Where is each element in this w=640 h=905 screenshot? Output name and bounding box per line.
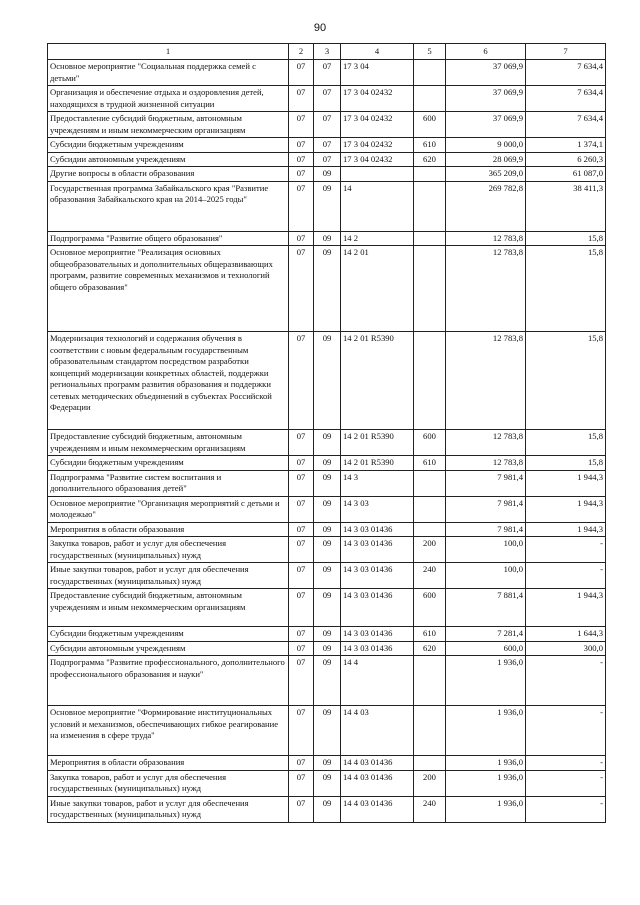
row-name: Подпрограмма "Развитие систем воспитания и дополнительного образования детей" <box>48 470 289 496</box>
row-amount-1: 1 936,0 <box>446 706 526 756</box>
row-section: 07 <box>289 563 314 589</box>
row-amount-1: 1 936,0 <box>446 756 526 771</box>
row-section: 07 <box>289 430 314 456</box>
row-subsection: 09 <box>314 656 341 706</box>
row-expense-type <box>414 706 446 756</box>
row-section: 07 <box>289 537 314 563</box>
row-amount-2: 7 634,4 <box>526 60 606 86</box>
row-amount-1: 7 981,4 <box>446 522 526 537</box>
table-row <box>48 60 606 86</box>
row-amount-2: 61 087,0 <box>526 167 606 182</box>
row-amount-1: 7 881,4 <box>446 589 526 627</box>
row-amount-2: 6 260,3 <box>526 152 606 167</box>
row-name: Субсидии автономным учреждениям <box>48 641 289 656</box>
row-subsection: 07 <box>314 152 341 167</box>
row-expense-type: 610 <box>414 627 446 642</box>
table-row <box>48 522 606 537</box>
row-expense-type <box>414 181 446 231</box>
row-amount-2: 1 944,3 <box>526 496 606 522</box>
row-name: Основное мероприятие "Реализация основных общеобразовательных и дополнительных общеразвивающих программ, развитие современных механизмов и технологий общего образования" <box>48 246 289 332</box>
row-amount-2: - <box>526 656 606 706</box>
row-expense-type: 240 <box>414 563 446 589</box>
row-target-code: 14 3 03 01436 <box>341 522 414 537</box>
row-subsection: 09 <box>314 537 341 563</box>
row-target-code: 14 2 01 R5390 <box>341 456 414 471</box>
header-col-2: 2 <box>289 44 314 60</box>
row-subsection: 07 <box>314 86 341 112</box>
row-section: 07 <box>289 332 314 430</box>
budget-table <box>47 43 606 823</box>
row-amount-1: 12 783,8 <box>446 332 526 430</box>
row-expense-type <box>414 470 446 496</box>
row-subsection: 09 <box>314 332 341 430</box>
header-col-4: 4 <box>341 44 414 60</box>
row-section: 07 <box>289 706 314 756</box>
row-section: 07 <box>289 60 314 86</box>
row-name: Другие вопросы в области образования <box>48 167 289 182</box>
table-row <box>48 537 606 563</box>
table-row <box>48 627 606 642</box>
row-target-code: 14 3 03 01436 <box>341 641 414 656</box>
row-amount-2: 15,8 <box>526 231 606 246</box>
table-row <box>48 656 606 706</box>
row-section: 07 <box>289 456 314 471</box>
row-amount-1: 7 981,4 <box>446 496 526 522</box>
row-section: 07 <box>289 231 314 246</box>
row-section: 07 <box>289 496 314 522</box>
page-number: 90 <box>313 22 327 34</box>
table-row <box>48 770 606 796</box>
table-row <box>48 112 606 138</box>
row-section: 07 <box>289 112 314 138</box>
row-amount-2: 7 634,4 <box>526 86 606 112</box>
row-name: Основное мероприятие "Организация мероприятий с детьми и молодежью" <box>48 496 289 522</box>
row-name: Предоставление субсидий бюджетным, автономным учреждениям и иным некоммерческим организациям <box>48 430 289 456</box>
row-amount-2: 1 374,1 <box>526 138 606 153</box>
row-amount-2: 1 944,3 <box>526 470 606 496</box>
row-section: 07 <box>289 522 314 537</box>
row-amount-1: 37 069,9 <box>446 60 526 86</box>
row-target-code: 14 <box>341 181 414 231</box>
row-name: Подпрограмма "Развитие общего образования" <box>48 231 289 246</box>
row-name: Предоставление субсидий бюджетным, автономным учреждениям и иным некоммерческим организациям <box>48 589 289 627</box>
header-col-1: 1 <box>48 44 289 60</box>
row-section: 07 <box>289 138 314 153</box>
row-amount-2: 7 634,4 <box>526 112 606 138</box>
table-row <box>48 167 606 182</box>
row-amount-2: 1 944,3 <box>526 589 606 627</box>
row-amount-1: 365 209,0 <box>446 167 526 182</box>
row-subsection: 07 <box>314 138 341 153</box>
row-amount-2: - <box>526 537 606 563</box>
row-expense-type: 240 <box>414 796 446 822</box>
table-row <box>48 430 606 456</box>
row-name: Иные закупки товаров, работ и услуг для обеспечения государственных (муниципальных) нужд <box>48 796 289 822</box>
row-amount-1: 1 936,0 <box>446 796 526 822</box>
header-col-5: 5 <box>414 44 446 60</box>
row-subsection: 09 <box>314 522 341 537</box>
row-target-code <box>341 167 414 182</box>
row-target-code: 14 3 03 01436 <box>341 627 414 642</box>
row-expense-type: 600 <box>414 430 446 456</box>
row-amount-2: - <box>526 796 606 822</box>
row-target-code: 14 3 03 01436 <box>341 537 414 563</box>
row-expense-type: 600 <box>414 589 446 627</box>
table-row <box>48 563 606 589</box>
row-subsection: 09 <box>314 627 341 642</box>
row-section: 07 <box>289 167 314 182</box>
row-name: Основное мероприятие "Формирование институциональных условий и механизмов, обеспечивающих гибкое реагирование на изменения в сфере труда" <box>48 706 289 756</box>
table-row <box>48 496 606 522</box>
header-col-3: 3 <box>314 44 341 60</box>
table-body <box>48 60 606 823</box>
table-row <box>48 756 606 771</box>
row-name: Субсидии бюджетным учреждениям <box>48 138 289 153</box>
row-target-code: 14 4 03 01436 <box>341 796 414 822</box>
row-expense-type: 610 <box>414 456 446 471</box>
row-target-code: 14 4 03 01436 <box>341 770 414 796</box>
row-amount-1: 12 783,8 <box>446 430 526 456</box>
row-subsection: 09 <box>314 563 341 589</box>
table-row <box>48 470 606 496</box>
table-row <box>48 246 606 332</box>
row-target-code: 14 4 03 01436 <box>341 756 414 771</box>
row-expense-type: 620 <box>414 152 446 167</box>
row-target-code: 14 3 03 01436 <box>341 589 414 627</box>
row-subsection: 09 <box>314 181 341 231</box>
row-target-code: 14 4 03 <box>341 706 414 756</box>
header-col-6: 6 <box>446 44 526 60</box>
row-subsection: 09 <box>314 641 341 656</box>
table-row <box>48 231 606 246</box>
row-name: Государственная программа Забайкальского края "Развитие образования Забайкальского края на 2014–2025 годы" <box>48 181 289 231</box>
row-amount-2: 1 944,3 <box>526 522 606 537</box>
row-target-code: 14 3 <box>341 470 414 496</box>
row-amount-2: 15,8 <box>526 246 606 332</box>
row-amount-1: 12 783,8 <box>446 246 526 332</box>
row-expense-type <box>414 231 446 246</box>
row-section: 07 <box>289 627 314 642</box>
row-name: Субсидии бюджетным учреждениям <box>48 456 289 471</box>
row-expense-type: 610 <box>414 138 446 153</box>
row-amount-1: 7 281,4 <box>446 627 526 642</box>
row-name: Закупка товаров, работ и услуг для обеспечения государственных (муниципальных) нужд <box>48 770 289 796</box>
table-row <box>48 796 606 822</box>
row-amount-2: 15,8 <box>526 456 606 471</box>
row-target-code: 17 3 04 02432 <box>341 112 414 138</box>
row-amount-1: 7 981,4 <box>446 470 526 496</box>
row-section: 07 <box>289 589 314 627</box>
table-row <box>48 152 606 167</box>
row-subsection: 07 <box>314 112 341 138</box>
row-amount-1: 100,0 <box>446 563 526 589</box>
row-target-code: 14 4 <box>341 656 414 706</box>
header-col-7: 7 <box>526 44 606 60</box>
row-subsection: 09 <box>314 231 341 246</box>
row-expense-type <box>414 246 446 332</box>
row-amount-2: 38 411,3 <box>526 181 606 231</box>
row-section: 07 <box>289 796 314 822</box>
row-amount-1: 9 000,0 <box>446 138 526 153</box>
row-subsection: 09 <box>314 706 341 756</box>
row-target-code: 14 3 03 <box>341 496 414 522</box>
row-target-code: 14 2 01 <box>341 246 414 332</box>
row-subsection: 09 <box>314 756 341 771</box>
row-name: Закупка товаров, работ и услуг для обеспечения государственных (муниципальных) нужд <box>48 537 289 563</box>
row-expense-type <box>414 656 446 706</box>
row-subsection: 09 <box>314 167 341 182</box>
row-section: 07 <box>289 152 314 167</box>
row-amount-1: 28 069,9 <box>446 152 526 167</box>
row-expense-type: 620 <box>414 641 446 656</box>
row-target-code: 17 3 04 <box>341 60 414 86</box>
row-name: Организация и обеспечение отдыха и оздоровления детей, находящихся в трудной жизненной ситуации <box>48 86 289 112</box>
table-row <box>48 456 606 471</box>
table-row <box>48 706 606 756</box>
row-section: 07 <box>289 770 314 796</box>
row-subsection: 09 <box>314 589 341 627</box>
row-expense-type <box>414 167 446 182</box>
row-target-code: 14 2 01 R5390 <box>341 332 414 430</box>
row-amount-1: 269 782,8 <box>446 181 526 231</box>
row-target-code: 17 3 04 02432 <box>341 152 414 167</box>
row-target-code: 17 3 04 02432 <box>341 138 414 153</box>
table-row <box>48 86 606 112</box>
row-target-code: 17 3 04 02432 <box>341 86 414 112</box>
row-section: 07 <box>289 656 314 706</box>
row-section: 07 <box>289 756 314 771</box>
row-subsection: 09 <box>314 796 341 822</box>
table-row <box>48 589 606 627</box>
table-row <box>48 332 606 430</box>
table-row <box>48 181 606 231</box>
row-amount-1: 37 069,9 <box>446 112 526 138</box>
row-amount-2: - <box>526 770 606 796</box>
row-amount-2: 15,8 <box>526 332 606 430</box>
row-section: 07 <box>289 86 314 112</box>
row-name: Подпрограмма "Развитие профессионального, дополнительного профессионального образования и науки" <box>48 656 289 706</box>
row-name: Мероприятия в области образования <box>48 522 289 537</box>
row-target-code: 14 2 <box>341 231 414 246</box>
row-amount-1: 600,0 <box>446 641 526 656</box>
row-expense-type <box>414 60 446 86</box>
header-row <box>48 44 606 60</box>
row-name: Модернизация технологий и содержания обучения в соответствии с новым федеральным государственным образовательным стандартом посредством разработки концепций модернизации конкретных областей, поддержки региональных программ развития образования и поддержки сетевых методических объединений в субъектах Российской Федерации <box>48 332 289 430</box>
row-section: 07 <box>289 641 314 656</box>
row-amount-2: 15,8 <box>526 430 606 456</box>
row-section: 07 <box>289 470 314 496</box>
row-amount-1: 12 783,8 <box>446 231 526 246</box>
row-section: 07 <box>289 246 314 332</box>
row-expense-type: 200 <box>414 537 446 563</box>
row-amount-1: 1 936,0 <box>446 656 526 706</box>
row-expense-type <box>414 756 446 771</box>
row-subsection: 09 <box>314 246 341 332</box>
row-name: Субсидии автономным учреждениям <box>48 152 289 167</box>
row-subsection: 09 <box>314 456 341 471</box>
row-expense-type: 200 <box>414 770 446 796</box>
row-subsection: 09 <box>314 770 341 796</box>
row-expense-type <box>414 496 446 522</box>
row-expense-type <box>414 86 446 112</box>
table-row <box>48 138 606 153</box>
row-name: Иные закупки товаров, работ и услуг для обеспечения государственных (муниципальных) нужд <box>48 563 289 589</box>
row-subsection: 09 <box>314 496 341 522</box>
row-name: Основное мероприятие "Социальная поддержка семей с детьми" <box>48 60 289 86</box>
row-amount-2: 300,0 <box>526 641 606 656</box>
row-expense-type: 600 <box>414 112 446 138</box>
row-subsection: 09 <box>314 430 341 456</box>
row-subsection: 07 <box>314 60 341 86</box>
row-name: Мероприятия в области образования <box>48 756 289 771</box>
row-section: 07 <box>289 181 314 231</box>
row-subsection: 09 <box>314 470 341 496</box>
row-amount-2: 1 644,3 <box>526 627 606 642</box>
table-row <box>48 641 606 656</box>
row-name: Субсидии бюджетным учреждениям <box>48 627 289 642</box>
row-amount-2: - <box>526 756 606 771</box>
row-target-code: 14 2 01 R5390 <box>341 430 414 456</box>
row-amount-2: - <box>526 563 606 589</box>
row-amount-1: 37 069,9 <box>446 86 526 112</box>
row-expense-type <box>414 332 446 430</box>
row-amount-2: - <box>526 706 606 756</box>
row-amount-1: 1 936,0 <box>446 770 526 796</box>
row-amount-1: 12 783,8 <box>446 456 526 471</box>
row-expense-type <box>414 522 446 537</box>
row-amount-1: 100,0 <box>446 537 526 563</box>
row-target-code: 14 3 03 01436 <box>341 563 414 589</box>
row-name: Предоставление субсидий бюджетным, автономным учреждениям и иным некоммерческим организациям <box>48 112 289 138</box>
